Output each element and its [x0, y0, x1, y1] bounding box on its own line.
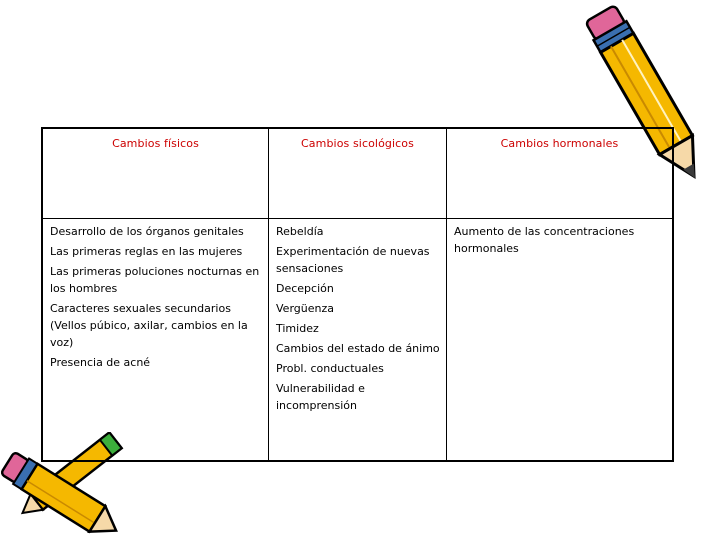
list-item: Probl. conductuales [276, 362, 384, 375]
column-hormonales [447, 219, 672, 460]
changes-table [41, 127, 674, 462]
list-item: Presencia de acné [50, 356, 151, 369]
list-item: Experimentación de nuevas sensaciones [276, 245, 430, 275]
list-item: Vulnerabilidad e incomprensión [276, 382, 365, 412]
list-item: Desarrollo de los órganos genitales [50, 225, 244, 238]
column-sicologicos [269, 219, 447, 460]
list-item: Rebeldía [276, 225, 324, 238]
list-item: Cambios del estado de ánimo [276, 342, 440, 355]
column-fisicos [43, 219, 269, 460]
list-item: Aumento de las concentraciones hormonales [454, 225, 635, 255]
header-sicologicos: Cambios sicológicos [269, 129, 447, 219]
list-item: Vergüenza [276, 302, 334, 315]
list-item: Las primeras reglas en las mujeres [50, 245, 243, 258]
header-hormonales: Cambios hormonales [447, 129, 672, 219]
list-item: Timidez [276, 322, 319, 335]
list-item: Las primeras poluciones nocturnas en los hombres [50, 265, 260, 295]
list-item: Decepción [276, 282, 334, 295]
header-fisicos: Cambios físicos [43, 129, 269, 219]
list-item: Caracteres sexuales secundarios (Vellos púbico, axilar, cambios en la voz) [50, 302, 248, 349]
